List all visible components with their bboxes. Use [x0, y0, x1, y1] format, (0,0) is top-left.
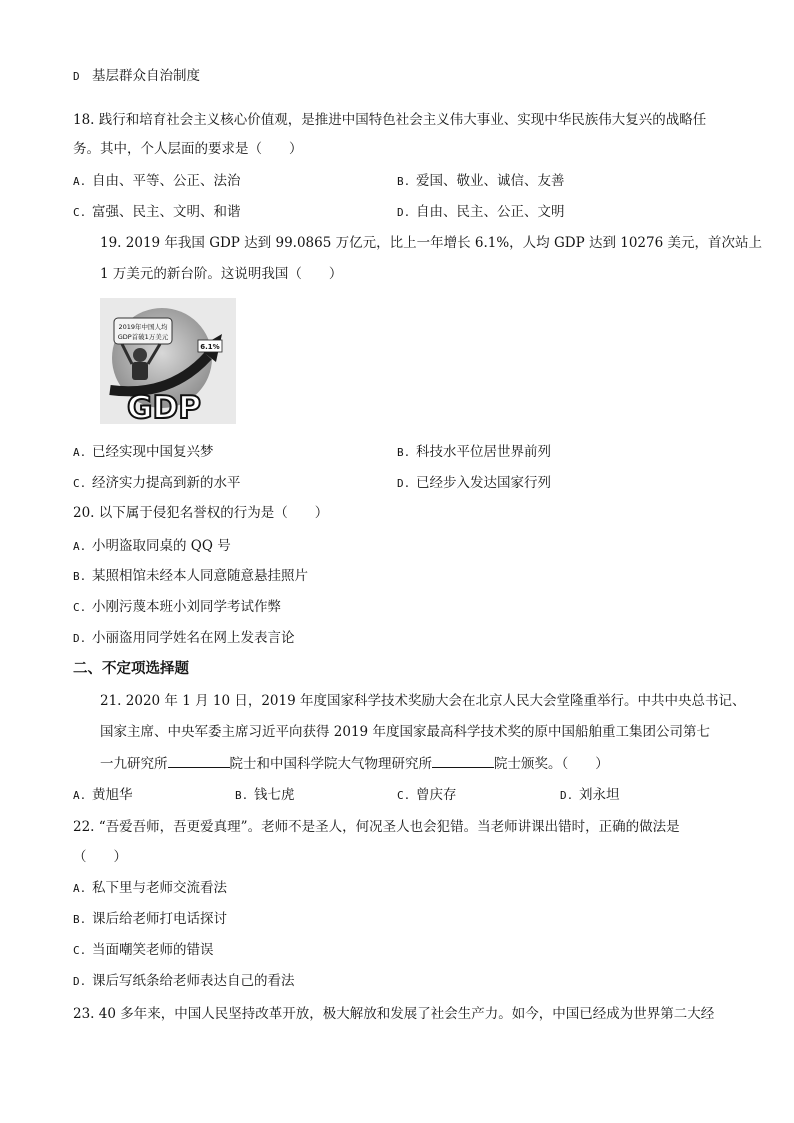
q18-stem-line1: 18. 践行和培育社会主义核心价值观，是推进中国特色社会主义伟大事业、实现中华民族伟大复兴的战略任	[73, 112, 707, 128]
answer-blank-2	[432, 753, 494, 768]
option-key: B.	[73, 913, 87, 926]
q21-option-d	[560, 785, 620, 806]
option-text: 自由、民主、公正、文明	[416, 204, 565, 220]
option-text: 刘永坦	[579, 787, 620, 803]
option-key: B.	[397, 446, 411, 459]
section-heading: 二、不定项选择题	[73, 661, 189, 677]
sign-text-line1: 2019年中国人均	[118, 323, 168, 331]
option-text: 曾庆存	[416, 787, 457, 803]
q21-line3-part3: 院士颁奖。（ ）	[494, 756, 609, 772]
option-text: 小明盗取同桌的 QQ 号	[92, 538, 231, 554]
option-key: C.	[73, 206, 87, 219]
option-text: 小刚污蔑本班小刘同学考试作弊	[92, 599, 281, 615]
option-text: 经济实力提高到新的水平	[92, 475, 241, 491]
q21-line3-part2: 院士和中国科学院大气物理研究所	[229, 756, 432, 772]
q19-option-c	[73, 473, 241, 494]
option-text: 富强、民主、文明、和谐	[92, 204, 241, 220]
q21-option-b	[235, 785, 295, 806]
option-key: B.	[397, 175, 411, 188]
option-key: A.	[73, 540, 87, 553]
q21-stem-line3	[100, 753, 609, 774]
q19-option-b	[397, 442, 551, 463]
option-text: 已经实现中国复兴梦	[92, 444, 214, 460]
q17-option-d	[73, 66, 200, 87]
q22-stem-line2: （ ）	[73, 849, 127, 865]
q18-stem-line2: 务。其中，个人层面的要求是（ ）	[73, 141, 303, 157]
q21-stem-line1: 21. 2020 年 1 月 10 日，2019 年度国家科学技术奖励大会在北京人民大会堂隆重举行。中共中央总书记、	[100, 693, 746, 709]
q21-option-c	[397, 785, 457, 806]
q19-stem-line1: 19. 2019 年我国 GDP 达到 99.0865 万亿元，比上一年增长 6.1%，人均 GDP 达到 10276 美元，首次站上	[100, 235, 762, 251]
q22-option-c	[73, 940, 214, 961]
q19-option-d	[397, 473, 551, 494]
gdp-illustration-svg	[100, 298, 236, 424]
q20-option-d	[73, 628, 295, 649]
option-text: 当面嘲笑老师的错误	[92, 942, 214, 958]
q22-option-b	[73, 909, 227, 930]
growth-label: 6.1%	[200, 343, 220, 351]
answer-blank-1	[168, 753, 230, 768]
q22-stem-line1: 22. “吾爱吾师，吾更爱真理”。老师不是圣人，何况圣人也会犯错。当老师讲课出错时，正确的做法是	[73, 819, 680, 835]
option-text: 钱七虎	[254, 787, 295, 803]
option-text: 基层群众自治制度	[92, 68, 200, 84]
q18-option-a	[73, 171, 241, 192]
option-key: D	[73, 70, 80, 83]
option-text: 黄旭华	[92, 787, 133, 803]
option-key: C.	[73, 944, 87, 957]
option-key: C.	[73, 477, 87, 490]
option-key: C.	[397, 789, 411, 802]
q20-option-a	[73, 536, 231, 557]
option-key: B.	[73, 570, 87, 583]
q22-option-a	[73, 878, 227, 899]
option-key: A.	[73, 882, 87, 895]
option-text: 科技水平位居世界前列	[416, 444, 551, 460]
option-key: D.	[397, 206, 411, 219]
option-text: 已经步入发达国家行列	[416, 475, 551, 491]
option-text: 爱国、敬业、诚信、友善	[416, 173, 565, 189]
q19-stem-line2: 1 万美元的新台阶。这说明我国（ ）	[100, 266, 343, 282]
option-text: 某照相馆未经本人同意随意悬挂照片	[92, 568, 308, 584]
q18-option-c	[73, 202, 241, 223]
option-text: 私下里与老师交流看法	[92, 880, 227, 896]
option-key: A.	[73, 446, 87, 459]
option-key: D.	[73, 975, 87, 988]
q23-stem-line1: 23. 40 多年来，中国人民坚持改革开放，极大解放和发展了社会生产力。如今，中国已经成为世界第二大经	[73, 1006, 715, 1022]
option-key: D.	[73, 632, 87, 645]
option-key: A.	[73, 175, 87, 188]
q20-stem: 20. 以下属于侵犯名誉权的行为是（ ）	[73, 505, 329, 521]
option-key: D.	[560, 789, 574, 802]
q21-stem-line2: 国家主席、中央军委主席习近平向获得 2019 年度国家最高科学技术奖的原中国船舶重工集团公司第七	[100, 724, 710, 740]
gdp-big-text: GDP	[127, 390, 201, 424]
option-text: 课后给老师打电话探讨	[92, 911, 227, 927]
sign-text-line2: GDP首破1万美元	[117, 333, 169, 341]
option-text: 课后写纸条给老师表达自己的看法	[92, 973, 295, 989]
option-key: B.	[235, 789, 249, 802]
gdp-illustration	[100, 298, 236, 424]
q20-option-c	[73, 597, 281, 618]
q20-option-b	[73, 566, 308, 587]
option-text: 小丽盗用同学姓名在网上发表言论	[92, 630, 295, 646]
option-key: A.	[73, 789, 87, 802]
q19-option-a	[73, 442, 214, 463]
q18-option-d	[397, 202, 565, 223]
q18-option-b	[397, 171, 565, 192]
option-key: D.	[397, 477, 411, 490]
option-text: 自由、平等、公正、法治	[92, 173, 241, 189]
q21-line3-part1: 一九研究所	[100, 756, 168, 772]
q22-option-d	[73, 971, 295, 992]
option-key: C.	[73, 601, 87, 614]
q21-option-a	[73, 785, 133, 806]
